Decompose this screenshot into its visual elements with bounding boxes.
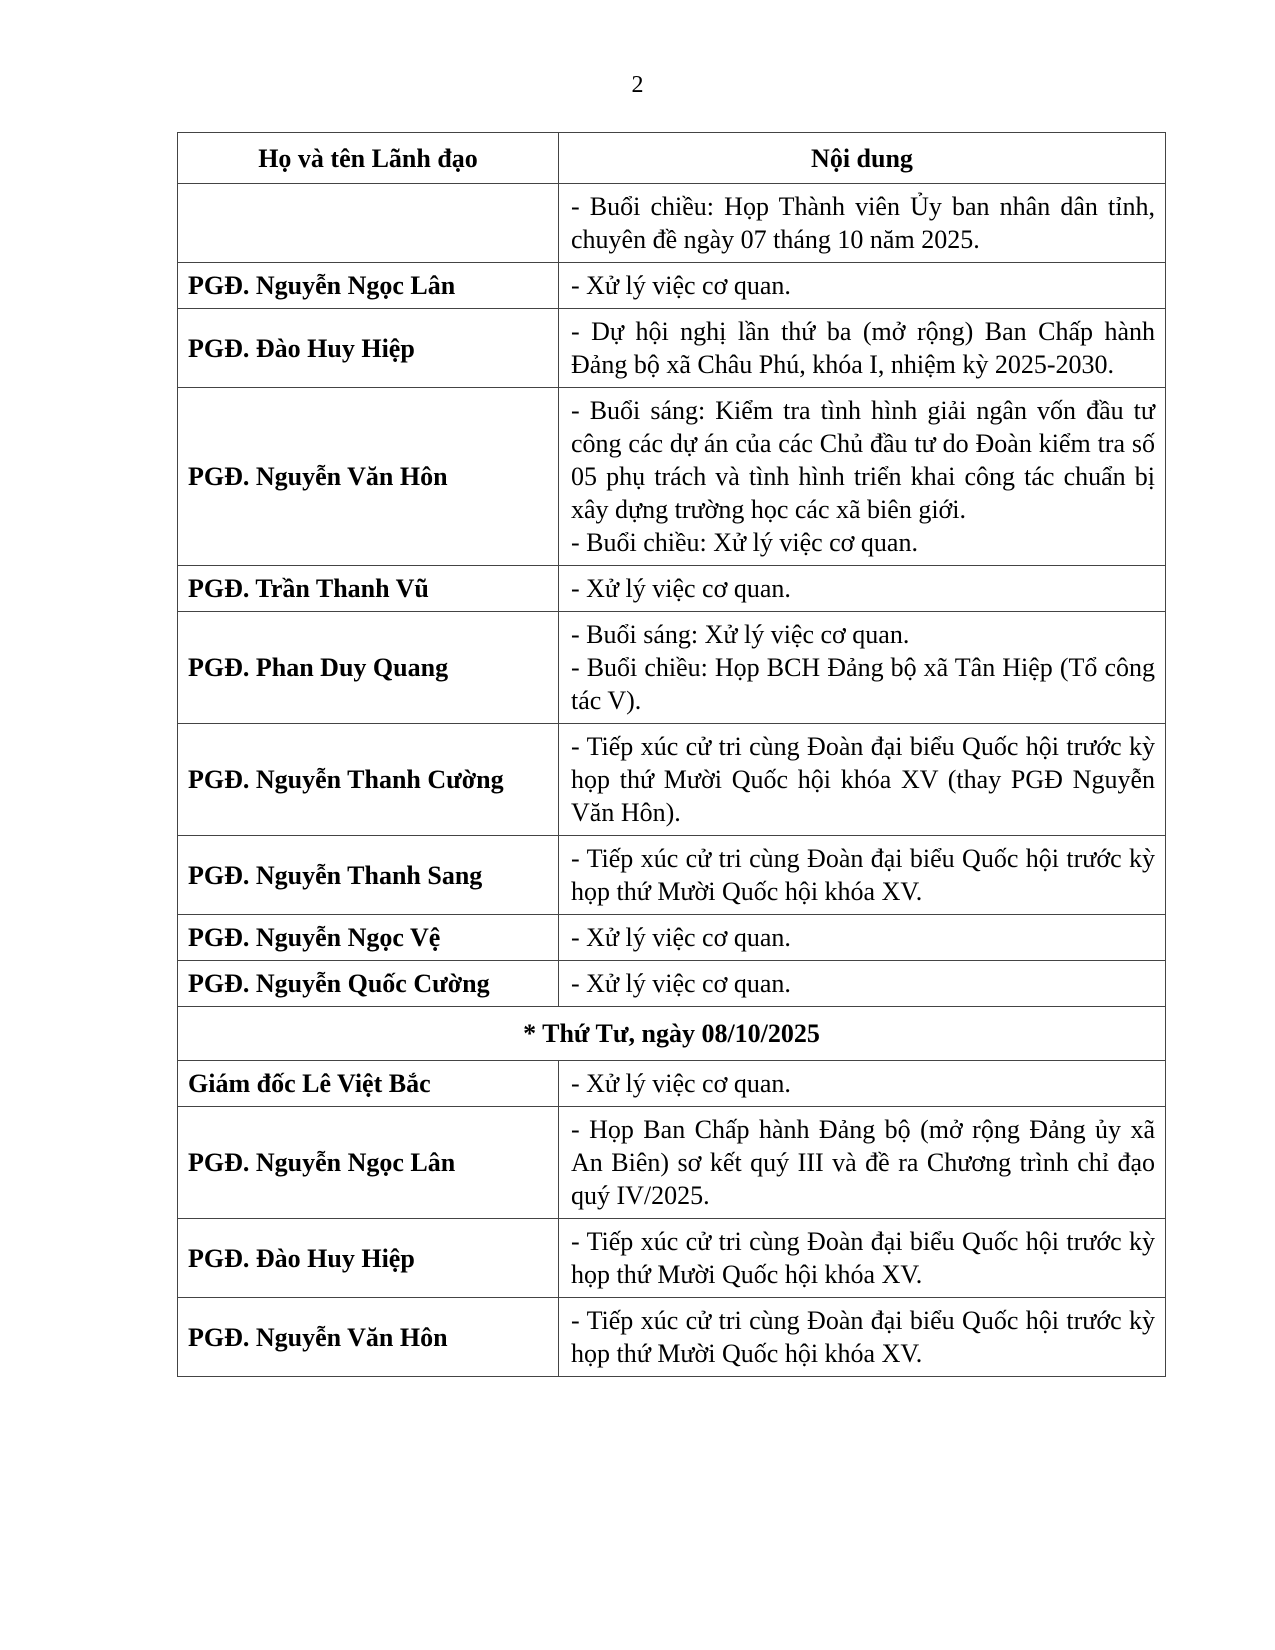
table-row [178,1298,1166,1377]
task-content [559,612,1166,724]
leader-name: PGĐ. Nguyễn Văn Hôn [178,1298,559,1377]
task-content [559,184,1166,263]
task-content [559,915,1166,961]
leader-name: PGĐ. Đào Huy Hiệp [178,1219,559,1298]
task-content [559,724,1166,836]
day-header-row [178,1007,1166,1061]
leader-name: PGĐ. Nguyễn Ngọc Lân [178,1107,559,1219]
table-row [178,566,1166,612]
task-content [559,566,1166,612]
task-line: - Buổi sáng: Xử lý việc cơ quan. [571,620,910,649]
leader-name: PGĐ. Nguyễn Thanh Sang [178,836,559,915]
task-line: - Buổi sáng: Kiểm tra tình hình giải ngân vốn đầu tư công các dự án của các Chủ đầu tư do Đoàn kiểm tra số 05 phụ trách và tình hình triển khai công tác chuẩn bị xây dựng trường học các xã biên giới. [571,396,1155,524]
leader-name: PGĐ. Nguyễn Ngọc Lân [178,263,559,309]
table-row [178,388,1166,566]
table-row [178,263,1166,309]
task-line: - Xử lý việc cơ quan. [571,1069,791,1098]
task-content [559,388,1166,566]
table-row [178,309,1166,388]
section-1-rows [178,184,1166,1007]
leader-name [178,184,559,263]
task-line: - Buổi chiều: Họp BCH Đảng bộ xã Tân Hiệp (Tổ công tác V). [571,653,1155,715]
table-row [178,961,1166,1007]
task-line: - Tiếp xúc cử tri cùng Đoàn đại biểu Quốc hội trước kỳ họp thứ Mười Quốc hội khóa XV (thay PGĐ Nguyễn Văn Hôn). [571,732,1155,827]
task-line: - Họp Ban Chấp hành Đảng bộ (mở rộng Đảng ủy xã An Biên) sơ kết quý III và đề ra Chương trình chỉ đạo quý IV/2025. [571,1115,1155,1210]
task-line: - Tiếp xúc cử tri cùng Đoàn đại biểu Quốc hội trước kỳ họp thứ Mười Quốc hội khóa XV. [571,1227,1155,1289]
table-row [178,1061,1166,1107]
table-row [178,612,1166,724]
task-line: - Tiếp xúc cử tri cùng Đoàn đại biểu Quốc hội trước kỳ họp thứ Mười Quốc hội khóa XV. [571,1306,1155,1368]
table-row [178,724,1166,836]
table-header-row [178,133,1166,184]
task-content [559,836,1166,915]
task-content [559,961,1166,1007]
task-content [559,1298,1166,1377]
task-content [559,1061,1166,1107]
leader-name: Giám đốc Lê Việt Bắc [178,1061,559,1107]
task-line: - Xử lý việc cơ quan. [571,923,791,952]
table-row [178,1219,1166,1298]
schedule-table [177,132,1166,1377]
task-line: - Xử lý việc cơ quan. [571,574,791,603]
leader-name: PGĐ. Nguyễn Ngọc Vệ [178,915,559,961]
table-row [178,184,1166,263]
task-content [559,1107,1166,1219]
page-number: 2 [631,72,644,98]
leader-name: PGĐ. Đào Huy Hiệp [178,309,559,388]
task-line: - Tiếp xúc cử tri cùng Đoàn đại biểu Quốc hội trước kỳ họp thứ Mười Quốc hội khóa XV. [571,844,1155,906]
task-content [559,263,1166,309]
task-line: - Xử lý việc cơ quan. [571,969,791,998]
task-line: - Buổi chiều: Họp Thành viên Ủy ban nhân dân tỉnh, chuyên đề ngày 07 tháng 10 năm 2025. [571,192,1155,254]
task-line: - Xử lý việc cơ quan. [571,271,791,300]
table-row [178,915,1166,961]
task-line: - Buổi chiều: Xử lý việc cơ quan. [571,528,918,557]
day-header: * Thứ Tư, ngày 08/10/2025 [178,1007,1166,1061]
table-row [178,836,1166,915]
header-content: Nội dung [559,133,1166,184]
leader-name: PGĐ. Nguyễn Văn Hôn [178,388,559,566]
section-2-rows [178,1061,1166,1377]
leader-name: PGĐ. Nguyễn Thanh Cường [178,724,559,836]
leader-name: PGĐ. Phan Duy Quang [178,612,559,724]
leader-name: PGĐ. Nguyễn Quốc Cường [178,961,559,1007]
task-line: - Dự hội nghị lần thứ ba (mở rộng) Ban Chấp hành Đảng bộ xã Châu Phú, khóa I, nhiệm kỳ 2025-2030. [571,317,1155,379]
header-name: Họ và tên Lãnh đạo [178,133,559,184]
task-content [559,1219,1166,1298]
table-row [178,1107,1166,1219]
task-content [559,309,1166,388]
leader-name: PGĐ. Trần Thanh Vũ [178,566,559,612]
